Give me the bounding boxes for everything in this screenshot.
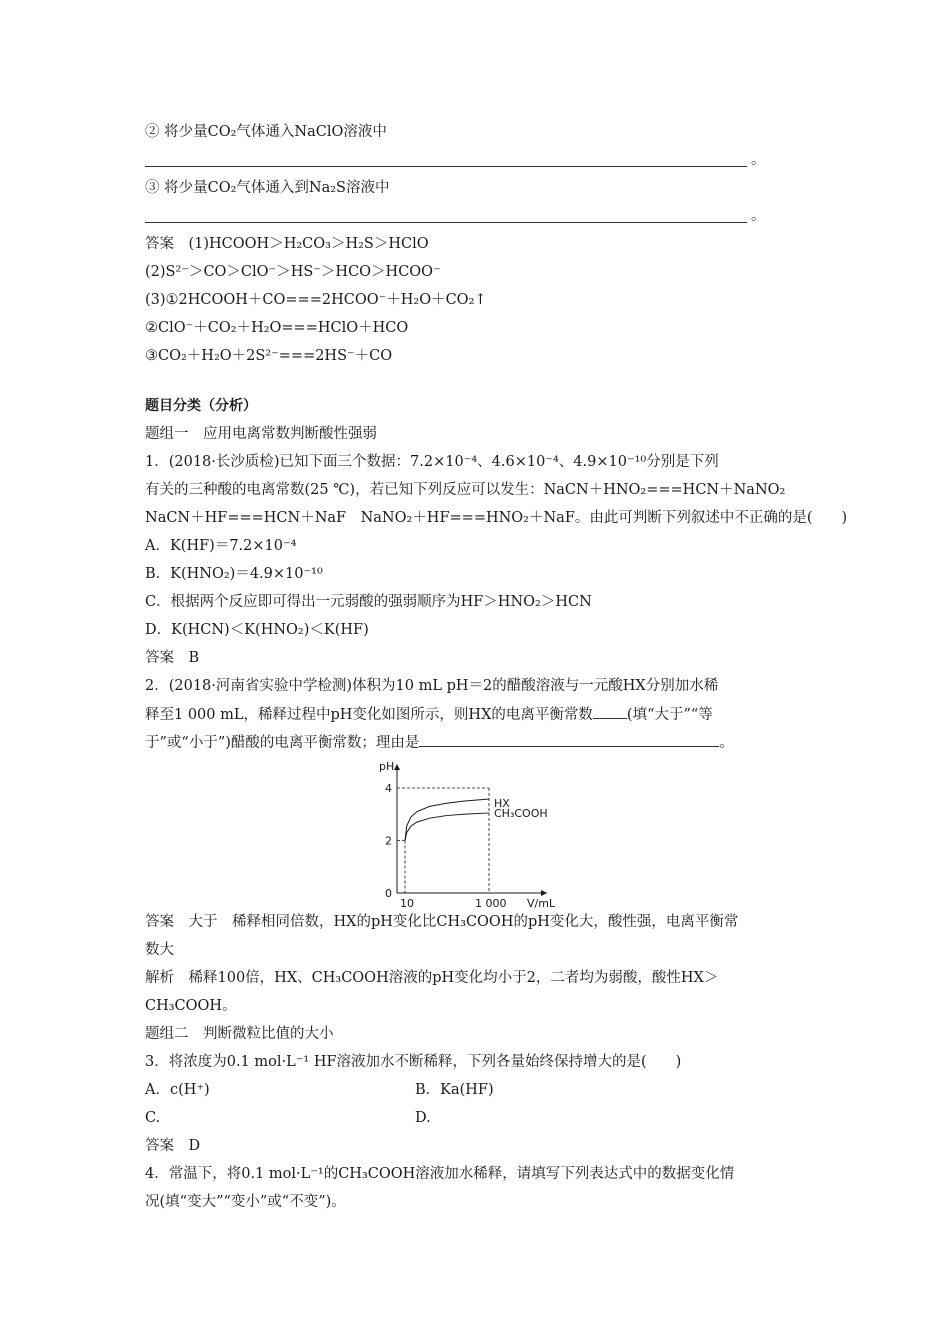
q2-blank-1[interactable] bbox=[593, 700, 627, 719]
q2-blank-2[interactable] bbox=[419, 728, 719, 747]
series-line bbox=[405, 799, 489, 840]
q1-option-a: A．K(HF)＝7.2×10⁻⁴ bbox=[145, 538, 297, 554]
q3-answer: 答案 D bbox=[145, 1138, 201, 1154]
document-page bbox=[145, 118, 848, 1216]
series-label: CH₃COOH bbox=[494, 806, 548, 820]
part2-text: ② 将少量CO₂气体通入NaClO溶液中 bbox=[145, 124, 387, 140]
answer-blank-2[interactable]: 。 bbox=[145, 146, 810, 174]
section-title: 题目分类（分析） bbox=[145, 398, 257, 414]
part3-text: ③ 将少量CO₂气体通入到Na₂S溶液中 bbox=[145, 180, 390, 196]
y-axis-label: pH bbox=[379, 760, 395, 773]
x-axis-label: V/mL bbox=[527, 897, 556, 908]
q1-option-b: B．K(HNO₂)＝4.9×10⁻¹⁰ bbox=[145, 566, 323, 582]
q3-option-b: B．Ka(HF) bbox=[415, 1082, 494, 1098]
q3-option-a: A．c(H⁺) bbox=[145, 1082, 210, 1098]
q3-options-ab bbox=[145, 1076, 810, 1104]
group1-heading: 题组一 应用电离常数判断酸性强弱 bbox=[145, 426, 377, 442]
series-label: HX bbox=[494, 797, 510, 811]
prev-answer-line-1: 答案 (1)HCOOH＞H₂CO₃＞H₂S＞HClO bbox=[145, 236, 429, 252]
q1-stem-1: 1．(2018·长沙质检)已知下面三个数据：7.2×10⁻⁴、4.6×10⁻⁴、4.9×10⁻¹⁰分别是下列 bbox=[145, 454, 719, 470]
q3-stem: 3．将浓度为0.1 mol·L⁻¹ HF溶液加水不断稀释，下列各量始终保持增大的是( ) bbox=[145, 1054, 682, 1070]
q2-stem-1: 2．(2018·河南省实验中学检测)体积为10 mL pH＝2的醋酸溶液与一元酸HX分别加水稀 bbox=[145, 678, 719, 694]
y-tick-label: 0 bbox=[385, 887, 392, 900]
q2-analysis-1: 解析 稀释100倍，HX、CH₃COOH溶液的pH变化均小于2，二者均为弱酸，酸性HX＞ bbox=[145, 970, 719, 986]
q2-answer-2: 数大 bbox=[145, 942, 174, 958]
q3-option-d: D. bbox=[415, 1110, 431, 1126]
prev-answer-line-2: (2)S²⁻＞CO＞ClO⁻＞HS⁻＞HCO＞HCOO⁻ bbox=[145, 264, 441, 280]
ph-dilution-chart bbox=[145, 758, 810, 908]
q1-answer: 答案 B bbox=[145, 650, 200, 666]
q2-stem-2: 释至1 000 mL，稀释过程中pH变化如图所示，则HX的电离平衡常数 (填“大于”“等 bbox=[145, 700, 810, 728]
group2-heading: 题组二 判断微粒比值的大小 bbox=[145, 1026, 334, 1042]
prev-answer-line-5: ③CO₂＋H₂O＋2S²⁻===2HS⁻＋CO bbox=[145, 348, 393, 364]
q2-analysis-2: CH₃COOH。 bbox=[145, 998, 237, 1014]
series-line bbox=[405, 813, 489, 841]
q3-options-cd bbox=[145, 1104, 810, 1132]
prev-answer-line-4: ②ClO⁻＋CO₂＋H₂O===HClO＋HCO bbox=[145, 320, 409, 336]
x-axis-arrow bbox=[541, 890, 547, 896]
x-tick-label: 10 bbox=[400, 897, 414, 908]
chart-svg bbox=[375, 758, 575, 908]
q1-stem-2: 有关的三种酸的电离常数(25 ℃)，若已知下列反应可以发生：NaCN＋HNO₂===HCN＋NaNO₂ bbox=[145, 482, 786, 498]
y-axis-arrow bbox=[394, 764, 400, 770]
q3-option-c: C. bbox=[145, 1110, 161, 1126]
answer-blank-3[interactable]: 。 bbox=[145, 202, 810, 230]
q4-stem-2: 况(填“变大”“变小”或“不变”)。 bbox=[145, 1194, 346, 1210]
q4-stem-1: 4．常温下，将0.1 mol·L⁻¹的CH₃COOH溶液加水稀释，请填写下列表达式中的数据变化情 bbox=[145, 1166, 735, 1182]
q1-stem-3: NaCN＋HF===HCN＋NaF NaNO₂＋HF===HNO₂＋NaF。由此可判断下列叙述中不正确的是( ) bbox=[145, 510, 848, 526]
prev-answer-line-3: (3)①2HCOOH＋CO===2HCOO⁻＋H₂O＋CO₂↑ bbox=[145, 292, 487, 308]
x-tick-label: 1 000 bbox=[475, 897, 507, 908]
y-tick-label: 2 bbox=[385, 834, 392, 848]
q1-option-d: D．K(HCN)＜K(HNO₂)＜K(HF) bbox=[145, 622, 369, 638]
y-tick-label: 4 bbox=[385, 782, 392, 795]
q2-stem-3: 于”或“小于”)醋酸的电离平衡常数；理由是 。 bbox=[145, 728, 810, 756]
q2-answer-1: 答案 大于 稀释相同倍数，HX的pH变化比CH₃COOH的pH变化大，酸性强，电离平衡常 bbox=[145, 914, 739, 930]
q1-option-c: C．根据两个反应即可得出一元弱酸的强弱顺序为HF＞HNO₂＞HCN bbox=[145, 594, 592, 610]
